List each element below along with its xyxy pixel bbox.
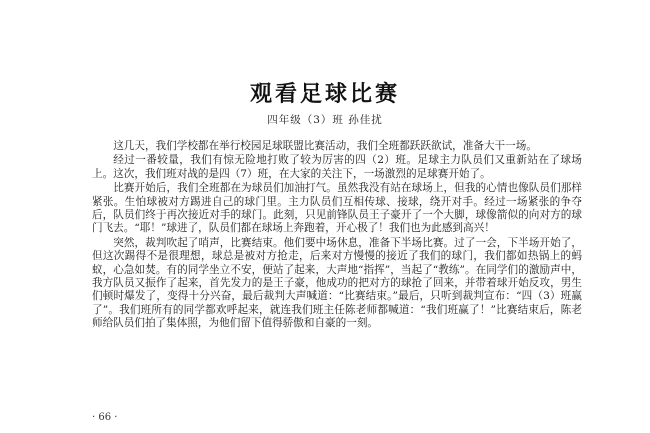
author-byline: 四年级（3）班 孙佳扰	[267, 114, 383, 126]
paragraph-3: 比赛开始后，我们全班都在为球员们加油打气。虽然我没有站在球场上，但我的心情也像队员们那样紧张。生怕球被对方踢进自己的球门里。主力队员们互相传球、接球，绕开对手。经过一场紧张的争夺后，队员们终于再次接近对手的球门。此刻，只见前锋队员王子豪开了一个大脚，球像箭似的向对方的球门飞去。“耶！”球进了，队员们都在球场上奔跑着，开心极了！我们也为此感到高兴！	[92, 182, 582, 235]
paragraph-4: 突然，裁判吹起了哨声，比赛结束。他们要中场休息，准备下半场比赛。过了一会，下半场开始了，但这次踢得不是很理想，球总是被对方抢走，后来对方慢慢的接近了我们的球门，我们都如热锅上的蚂蚁，心急如焚。有的同学坐立不安，便站了起来，大声地“指挥”，当起了“教练”。在同学们的激励声中，我方队员又振作了起来，首先发力的是王子豪，他成功的把对方的球抢了回来，并带着球开始反攻，男生们顿时爆发了，变得十分兴奋，最后裁判大声喊道：“比赛结束。”最后，只听到裁判宣布：“四（3）班赢了”。我们班所有的同学都欢呼起来，就连我们班主任陈老师都喊道：“我们班赢了！”比赛结束后，陈老师给队员们拍了集体照，为他们留下值得骄傲和自豪的一刻。	[92, 236, 582, 330]
article-title: 观看足球比赛	[249, 82, 400, 107]
page-number: · 66 ·	[92, 412, 118, 423]
article-body	[92, 140, 582, 332]
paragraph-1: 这几天，我们学校都在举行校园足球联盟比赛活动，我们全班都跃跃欲试，准备大干一场。	[113, 140, 537, 152]
paragraph-2: 经过一番较量，我们有惊无险地打败了较为厉害的四（2）班。足球主力队员们又重新站在了球场上。这次，我们班对战的是四（7）班，在大家的关注下，一场激烈的足球赛开始了。	[92, 154, 582, 180]
